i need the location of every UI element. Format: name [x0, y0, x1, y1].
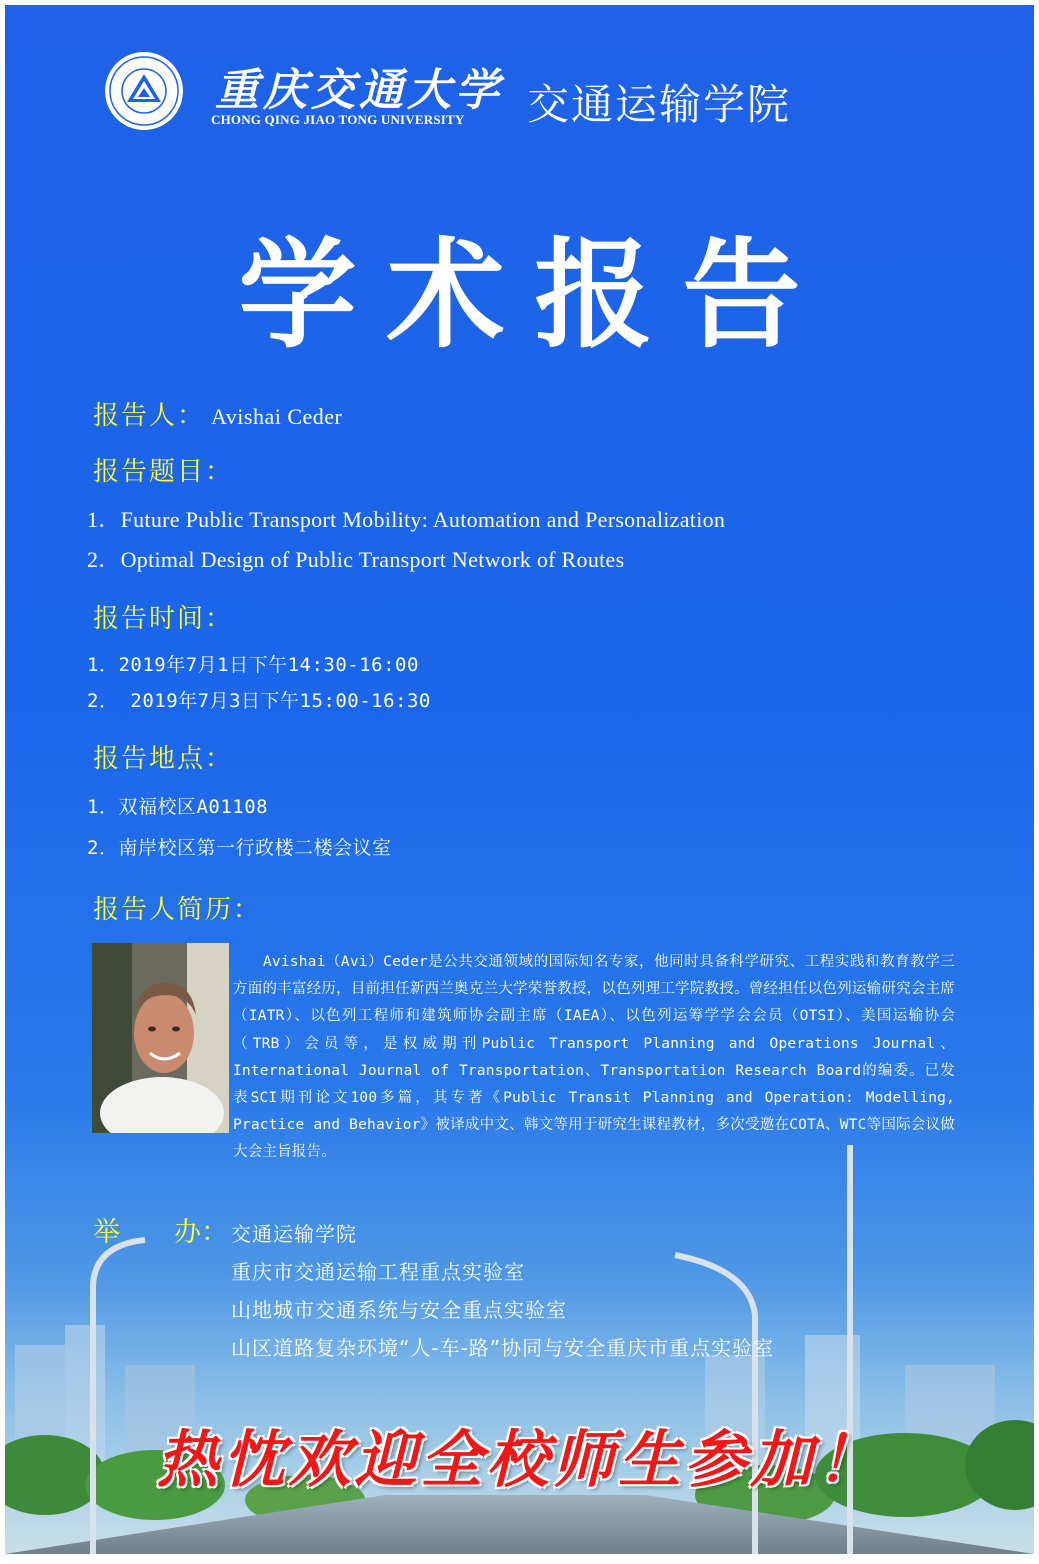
organizers-label: 举 办：	[93, 1217, 228, 1248]
location-1: 1．双福校区A01108	[87, 796, 269, 818]
university-seal-icon	[103, 50, 185, 132]
topics-label: 报告题目：	[93, 457, 234, 487]
time-2: 2． 2019年7月3日下午15:00-16:30	[87, 690, 431, 712]
welcome-slogan: 热忱欢迎全校师生参加！	[156, 1423, 883, 1496]
speaker-name: Avishai Ceder	[211, 404, 343, 429]
topic-2: 2．Optimal Design of Public Transport Network of Routes	[87, 547, 625, 572]
college-name: 交通运输学院	[527, 80, 792, 129]
organizer-1: 交通运输学院	[231, 1222, 357, 1246]
topic-1: 1．Future Public Transport Mobility: Automation and Personalization	[87, 507, 726, 532]
speaker-label: 报告人：	[93, 401, 206, 431]
organizer-2: 重庆市交通运输工程重点实验室	[231, 1260, 525, 1284]
organizer-3: 山地城市交通系统与安全重点实验室	[231, 1298, 567, 1322]
time-1: 1．2019年7月1日下午14:30-16:00	[87, 654, 419, 676]
university-name-cn: 重庆交通大学	[215, 65, 503, 116]
time-label: 报告时间：	[93, 604, 234, 634]
speaker-row	[93, 395, 342, 432]
header	[103, 50, 903, 140]
location-2: 2．南岸校区第一行政楼二楼会议室	[87, 837, 392, 859]
poster	[5, 5, 1034, 1554]
organizers-list	[231, 1215, 774, 1367]
university-name-en: CHONG QING JIAO TONG UNIVERSITY	[211, 112, 465, 127]
organizer-4: 山区道路复杂环境“人-车-路”协同与安全重庆市重点实验室	[231, 1336, 775, 1360]
bio-text: Avishai（Avi）Ceder是公共交通领域的国际知名专家，他同时具备科学研究、工程实践和教育教学三方面的丰富经历，目前担任新西兰奥克兰大学荣誉教授，以色列理工学院教授。曾经担任以色列运输研究会主席（IATR）、以色列工程师和建筑师协会副主席（IAEA）、以色列运筹学学会会员（OTSI）、美国运输协会（TRB）会员等，是权威期刊Public Transport Planning and Operations Journal、International Journal of Transportation、Transportation Research Board的编委。已发表SCI期刊论文100多篇，其专著《Public Transit Planning and Operation: Modelling, Practice and Behavior》被译成中文、韩文等用于研究生课程教材，多次受邀在COTA、WTC等国际会议做大会主旨报告。	[233, 954, 955, 1161]
poster-title: 学术报告	[238, 226, 831, 364]
bio-text-block	[87, 949, 955, 1167]
location-label: 报告地点：	[93, 744, 234, 774]
bio-label: 报告人简历：	[93, 895, 262, 925]
